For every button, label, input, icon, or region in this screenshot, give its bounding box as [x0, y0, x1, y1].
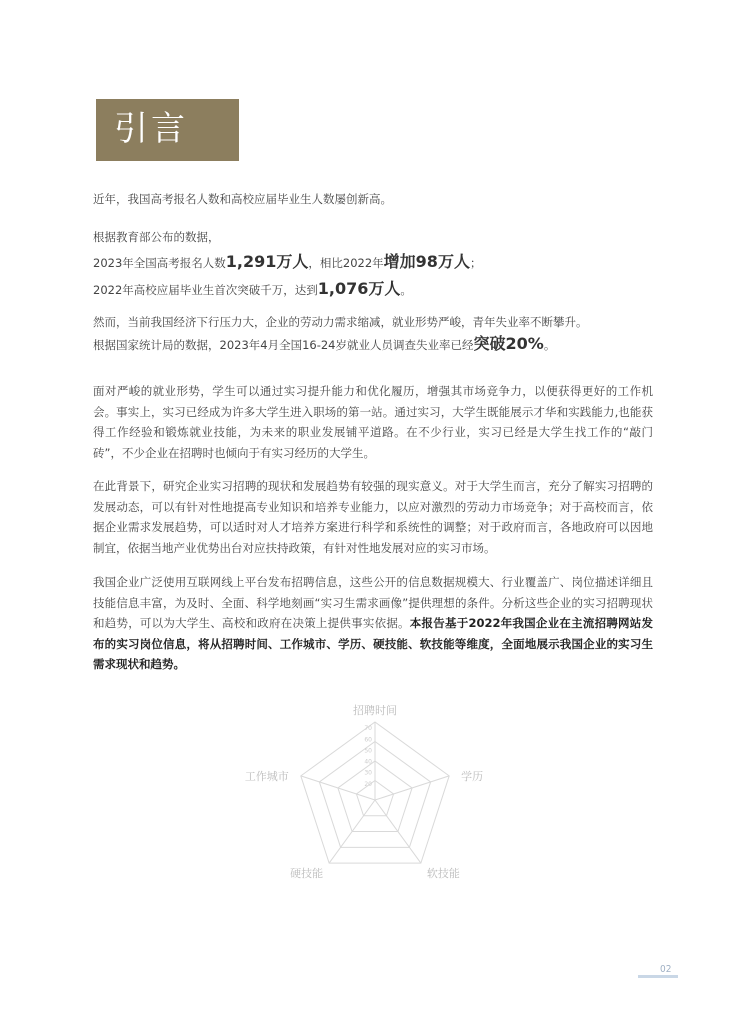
enrollment-increase: 增加98万人	[383, 252, 470, 271]
paragraph-2: 在此背景下，研究企业实习招聘的现状和发展趋势有较强的现实意义。对于大学生而言，充分了解实习招聘的发展动态，可以有针对性地提高专业知识和培养专业能力，以应对激烈的劳动力市场竞争；对于高校而言，依据企业需求发展趋势，可以适时对人才培养方案进行科学和系统性的调整；对于政府而言，各地政府可以因地制宜，依据当地产业优势出台对应扶持政策，有针对性地发展对应的实习市场。	[93, 479, 653, 555]
section-title-box	[96, 99, 239, 161]
graduates-number: 1,076万人	[317, 279, 401, 298]
page-number: 02	[660, 964, 672, 975]
enrollment-compare-text: ，相比2022年	[308, 256, 384, 270]
radar-axis-label: 软技能	[426, 867, 460, 881]
radar-axis-label: 硬技能	[290, 867, 324, 881]
radar-tick-label: 20	[364, 780, 372, 788]
unemployment-text: 根据国家统计局的数据，2023年4月全国16-24岁就业人员调查失业率已经	[93, 338, 474, 352]
intro-line-2: 根据教育部公布的数据，	[93, 230, 220, 244]
intro-line-3	[93, 254, 481, 271]
paragraph-3-normal: 我国企业广泛使用互联网线上平台发布招聘信息，这些公开的信息数据规模大、行业覆盖广、岗位描述详细且技能信息丰富，为及时、全面、科学地刻画“实习生需求画像”提供理想的条件。分析这些企业的实习招聘现状和趋势，可以为大学生、高校和政府在决策上提供事实依据。	[93, 575, 653, 630]
enrollment-text: 2023年全国高考报名人数	[93, 256, 226, 270]
enrollment-number: 1,291万人	[225, 252, 309, 271]
radar-axis-label: 工作城市	[244, 769, 289, 783]
intro-line-5: 然而，当前我国经济下行压力大，企业的劳动力需求缩减，就业形势严峻，青年失业率不断攀升。	[93, 315, 588, 329]
unemployment-rate: 突破20%	[473, 334, 544, 353]
radar-tick-label: 40	[364, 758, 372, 766]
intro-line-4	[93, 281, 412, 298]
radar-chart	[210, 700, 540, 900]
page-number-bar	[638, 975, 678, 978]
intro-line-6	[93, 336, 555, 353]
unemployment-end: 。	[543, 338, 556, 352]
section-title: 引言	[114, 109, 188, 149]
paragraph-3-bold: 本报告基于2022年我国企业在主流招聘网站发布的实习岗位信息，将从招聘时间、工作城市、学历、硬技能、软技能等维度，全面地展示我国企业的实习生需求现状和趋势。	[93, 616, 653, 671]
radar-axis-label: 学历	[461, 769, 484, 783]
paragraph-1: 面对严峻的就业形势，学生可以通过实习提升能力和优化履历，增强其市场竞争力，以便获得更好的工作机会。事实上，实习已经成为许多大学生进入职场的第一站。通过实习，大学生既能展示才华和实践能力,也能获得工作经验和锻炼就业技能，为未来的职业发展铺平道路。在不少行业，实习已经是大学生找工作的“敲门砖”，不少企业在招聘时也倾向于有实习经历的大学生。	[93, 384, 653, 460]
radar-axis-label: 招聘时间	[353, 704, 397, 717]
graduates-text: 2022年高校应届毕业生首次突破千万，达到	[93, 283, 318, 297]
radar-tick-label: 50	[364, 747, 372, 755]
radar-tick-label: 30	[364, 769, 372, 777]
intro-line-1: 近年，我国高考报名人数和高校应届毕业生人数屡创新高。	[93, 192, 392, 206]
radar-axis-line	[375, 776, 449, 800]
radar-tick-label: 70	[364, 725, 372, 733]
radar-axis-line	[301, 776, 375, 800]
graduates-end: 。	[400, 283, 412, 297]
enrollment-end: ；	[469, 256, 482, 270]
radar-tick-labels	[364, 725, 372, 788]
paragraph-3	[93, 572, 653, 675]
radar-tick-label: 60	[364, 736, 372, 744]
